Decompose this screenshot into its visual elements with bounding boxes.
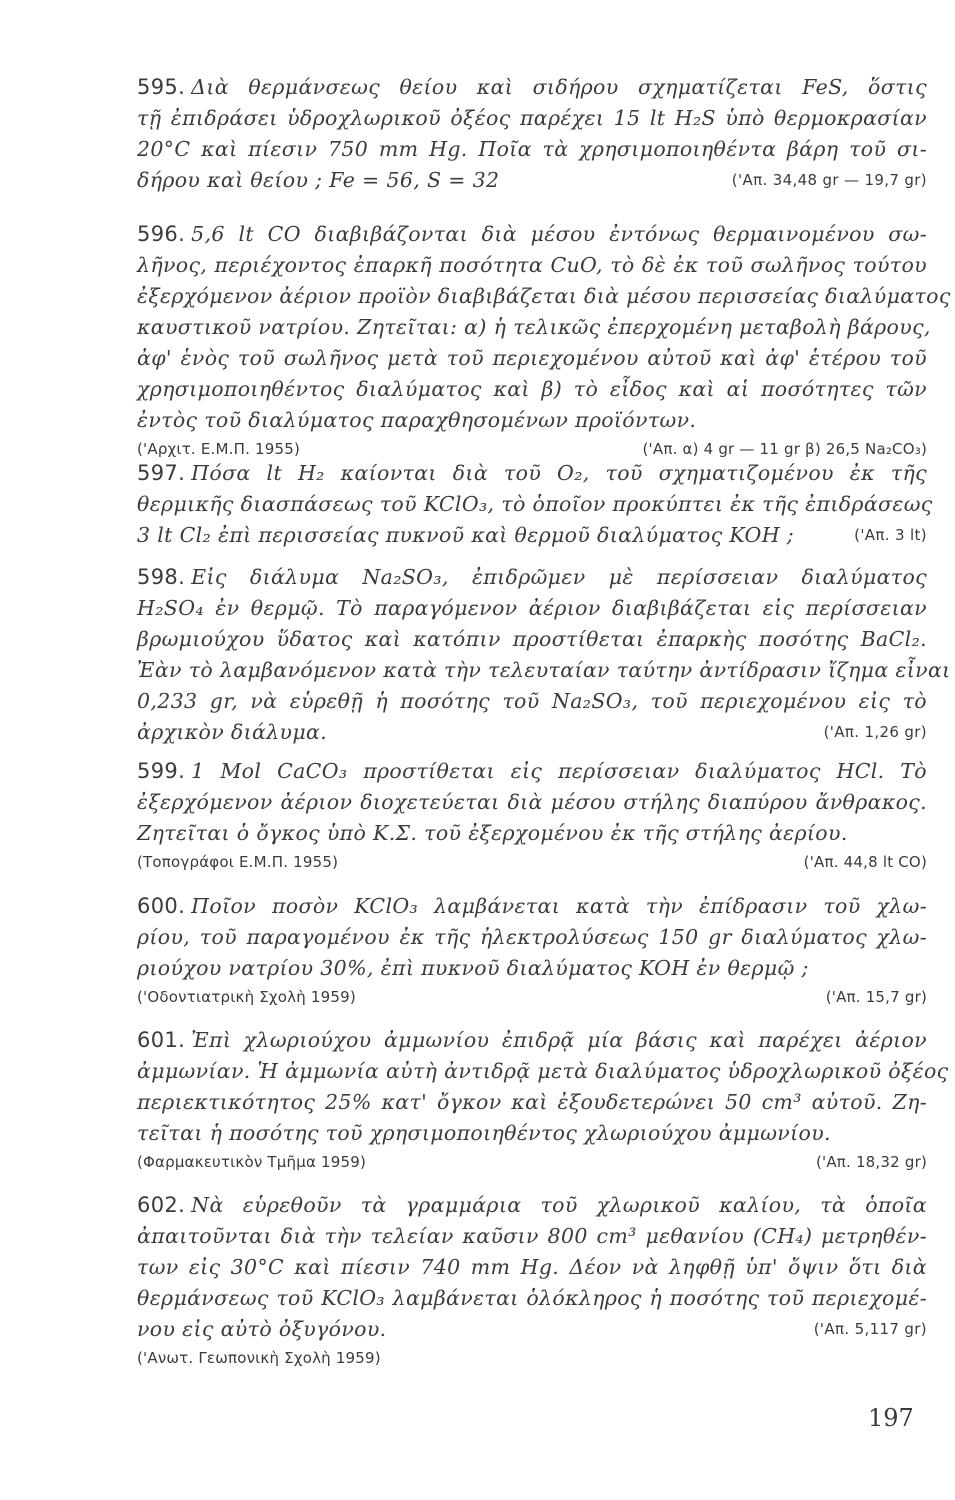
- problem-line: περιεκτικότητος 25% κατ' ὄγκον καὶ ἐξουδετερώνει 50 cm³ αὐτοῦ. Ζη-: [137, 1090, 927, 1114]
- problem-line: 20°C καὶ πίεσιν 750 mm Hg. Ποῖα τὰ χρησιμοποιηθέντα βάρη τοῦ σι-: [137, 137, 927, 161]
- problem-line: δήρου καὶ θείου ; Fe = 56, S = 32 ('Απ. 34,48 gr — 19,7 gr): [137, 165, 927, 196]
- meta-row: [137, 984, 927, 1011]
- problem-line: H₂SO₄ ἐν θερμῷ. Τὸ παραγόμενον ἀέριον διαβιβάζεται εἰς περίσσειαν: [137, 596, 927, 620]
- problem-line: των εἰς 30°C καὶ πίεσιν 740 mm Hg. Δέον νὰ ληφθῇ ὑπ' ὄψιν ὅτι διὰ: [137, 1255, 927, 1279]
- problem-number: 599.: [137, 759, 186, 783]
- source: ('Ανωτ. Γεωπονικὴ Σχολὴ 1959): [137, 1349, 381, 1367]
- answer: ('Απ. 3 lt): [854, 526, 927, 544]
- problem-number: 601.: [137, 1028, 186, 1052]
- problem-598: [137, 562, 951, 748]
- problem-line: ρίου, τοῦ παραγομένου ἐκ τῆς ἠλεκτρολύσεως 150 gr διαλύματος χλω-: [137, 925, 927, 949]
- problem-number: 598.: [137, 565, 186, 589]
- problem-line: ἐντὸς τοῦ διαλύματος παραχθησομένων προϊόντων.: [137, 408, 697, 432]
- answer: ('Απ. 44,8 lt CO): [803, 853, 927, 871]
- problem-line: λῆνος, περιέχοντος ἐπαρκῆ ποσότητα CuO, τὸ δὲ ἐκ τοῦ σωλῆνος τούτου: [137, 253, 927, 277]
- source: ('Αρχιτ. Ε.Μ.Π. 1955): [137, 440, 301, 458]
- problem-line: 599. 1 Mol CaCO₃ προστίθεται εἰς περίσσειαν διαλύματος HCl. Τὸ: [137, 759, 927, 783]
- problem-599: [137, 756, 927, 876]
- source: (Φαρμακευτικὸν Τμῆμα 1959): [137, 1153, 367, 1171]
- problem-line: 597. Πόσα lt H₂ καίονται διὰ τοῦ O₂, τοῦ σχηματιζομένου ἐκ τῆς: [137, 461, 927, 485]
- problem-number: 602.: [137, 1193, 186, 1217]
- source: (Τοπογράφοι Ε.Μ.Π. 1955): [137, 853, 339, 871]
- problem-line: 602. Νὰ εὑρεθοῦν τὰ γραμμάρια τοῦ χλωρικοῦ καλίου, τὰ ὁποῖα: [137, 1193, 927, 1217]
- problem-line: ριούχου νατρίου 30%, ἐπὶ πυκνοῦ διαλύματος KOH ἐν θερμῷ ;: [137, 956, 809, 980]
- problem-line: 598. Εἰς διάλυμα Na₂SO₃, ἐπιδρῶμεν μὲ περίσσειαν διαλύματος: [137, 565, 927, 589]
- answer: ('Απ. 15,7 gr): [825, 988, 927, 1006]
- problem-600: [137, 891, 927, 1011]
- problem-line: Ἐὰν τὸ λαμβανόμενον κατὰ τὴν τελευταίαν ταύτην ἀντίδρασιν ἴζημα εἶναι: [137, 658, 951, 682]
- problem-line: Ζητεῖται ὁ ὄγκος ὑπὸ Κ.Σ. τοῦ ἐξερχομένου ἐκ τῆς στήλης ἀερίου.: [137, 821, 848, 845]
- problem-line: ἐξερχόμενον ἀέριον προϊὸν διαβιβάζεται διὰ μέσου περισσείας διαλύματος: [137, 284, 951, 308]
- problem-line: νου εἰς αὐτὸ ὀξυγόνου. ('Απ. 5,117 gr): [137, 1314, 927, 1345]
- problem-line: ἀφ' ἑνὸς τοῦ σωλῆνος μετὰ τοῦ περιεχομένου αὐτοῦ καὶ ἀφ' ἑτέρου τοῦ: [137, 346, 927, 370]
- problem-line: 3 lt Cl₂ ἐπὶ περισσείας πυκνοῦ καὶ θερμοῦ διαλύματος KOH ; ('Απ. 3 lt): [137, 520, 927, 551]
- problem-line: ἀρχικὸν διάλυμα. ('Απ. 1,26 gr): [137, 717, 927, 748]
- problem-line: τῇ ἐπιδράσει ὑδροχλωρικοῦ ὀξέος παρέχει 15 lt H₂S ὑπὸ θερμοκρασίαν: [137, 106, 927, 130]
- meta-row: [137, 1149, 927, 1176]
- answer: ('Απ. 18,32 gr): [815, 1153, 927, 1171]
- source: ('Οδοντιατρικὴ Σχολὴ 1959): [137, 988, 356, 1006]
- problem-602: [137, 1190, 927, 1372]
- problem-line: χρησιμοποιηθέντος διαλύματος καὶ β) τὸ εἶδος καὶ αἱ ποσότητες τῶν: [137, 377, 927, 401]
- problem-line: 601. Ἐπὶ χλωριούχου ἀμμωνίου ἐπιδρᾷ μία βάσις καὶ παρέχει ἀέριον: [137, 1028, 927, 1052]
- problem-line: 595. Διὰ θερμάνσεως θείου καὶ σιδήρου σχηματίζεται FeS, ὅστις: [137, 75, 927, 99]
- problem-line: ἀμμωνίαν. Ἡ ἀμμωνία αὐτὴ ἀντιδρᾷ μετὰ διαλύματος ὑδροχλωρικοῦ ὀξέος: [137, 1059, 949, 1083]
- problem-line: 600. Ποῖον ποσὸν KClO₃ λαμβάνεται κατὰ τὴν ἐπίδρασιν τοῦ χλω-: [137, 894, 927, 918]
- answer: ('Απ. α) 4 gr — 11 gr β) 26,5 Na₂CO₃): [642, 440, 927, 458]
- problem-number: 597.: [137, 461, 186, 485]
- problem-line: ἀπαιτοῦνται διὰ τὴν τελείαν καῦσιν 800 cm³ μεθανίου (CH₄) μετρηθέν-: [137, 1224, 927, 1248]
- problem-596: [137, 219, 951, 463]
- meta-row: [137, 849, 927, 876]
- page-number: 197: [868, 1404, 914, 1432]
- answer: ('Απ. 5,117 gr): [813, 1320, 927, 1338]
- problem-line: βρωμιούχου ὕδατος καὶ κατόπιν προστίθεται ἐπαρκὴς ποσότης BaCl₂.: [137, 627, 927, 651]
- problem-line: 0,233 gr, νὰ εὑρεθῇ ἡ ποσότης τοῦ Na₂SO₃, τοῦ περιεχομένου εἰς τὸ: [137, 689, 927, 713]
- problem-line: θερμάνσεως τοῦ KClO₃ λαμβάνεται ὁλόκληρος ἡ ποσότης τοῦ περιεχομέ-: [137, 1286, 927, 1310]
- problem-595: [137, 72, 927, 196]
- answer: ('Απ. 1,26 gr): [823, 723, 927, 741]
- problem-number: 596.: [137, 222, 186, 246]
- problem-line: 596. 5,6 lt CO διαβιβάζονται διὰ μέσου ἐντόνως θερμαινομένου σω-: [137, 222, 927, 246]
- problem-601: [137, 1025, 949, 1176]
- problem-number: 595.: [137, 75, 186, 99]
- problem-line: καυστικοῦ νατρίου. Ζητεῖται: α) ἡ τελικῶς ἐπερχομένη μεταβολὴ βάρους,: [137, 315, 931, 339]
- problem-line: θερμικῆς διασπάσεως τοῦ KClO₃, τὸ ὁποῖον προκύπτει ἐκ τῆς ἐπιδράσεως: [137, 492, 933, 516]
- meta-row: [137, 1345, 927, 1372]
- problem-line: τεῖται ἡ ποσότης τοῦ χρησιμοποιηθέντος χλωριούχου ἀμμωνίου.: [137, 1121, 831, 1145]
- problem-number: 600.: [137, 894, 186, 918]
- answer: ('Απ. 34,48 gr — 19,7 gr): [731, 171, 927, 189]
- problem-line: ἐξερχόμενον ἀέριον διοχετεύεται διὰ μέσου στήλης διαπύρου ἄνθρακος.: [137, 790, 927, 814]
- problem-597: [137, 458, 933, 551]
